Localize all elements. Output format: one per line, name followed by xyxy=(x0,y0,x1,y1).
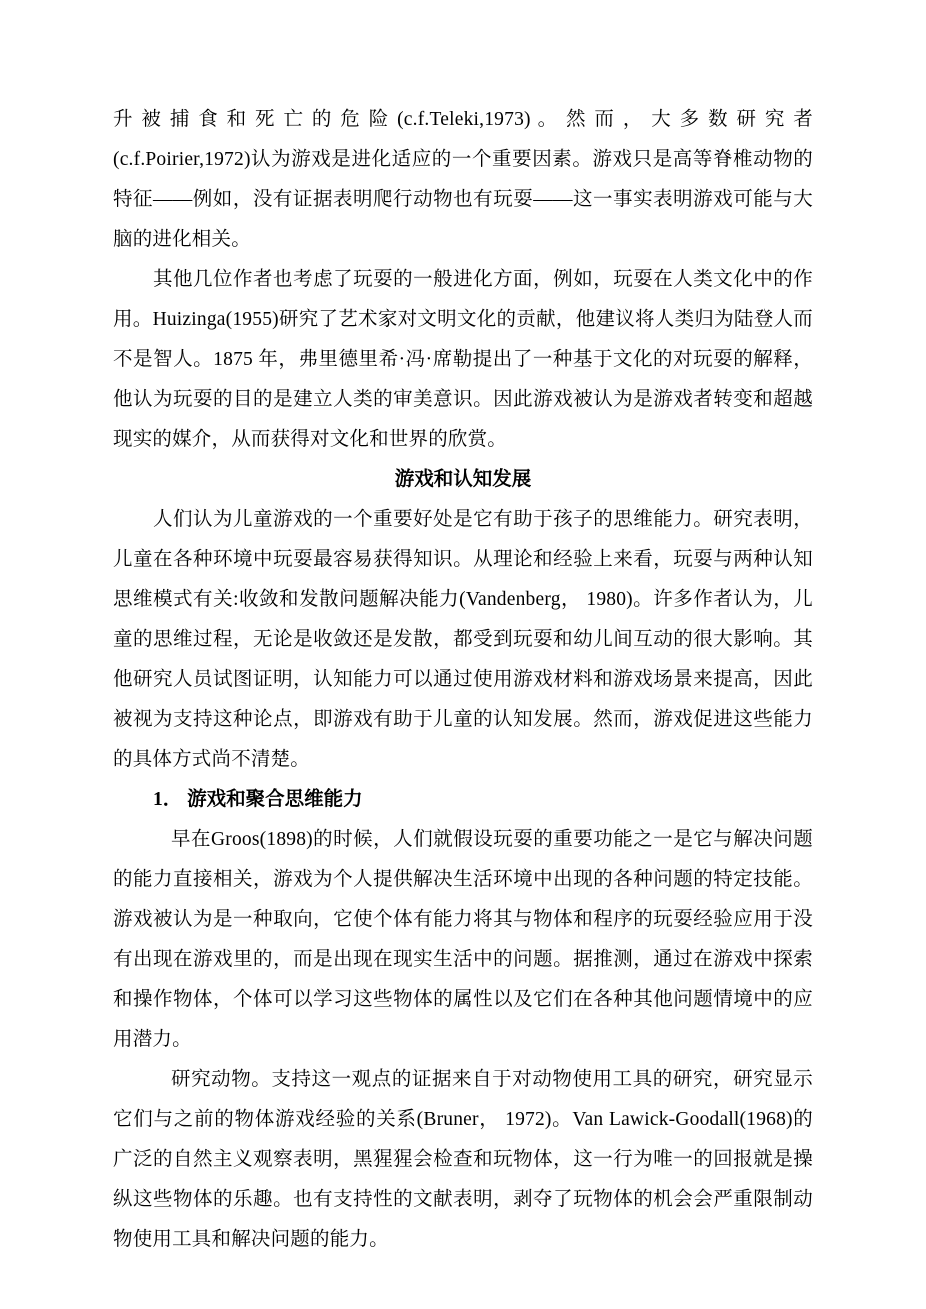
paragraph-5: 研究动物。支持这一观点的证据来自于对动物使用工具的研究，研究显示它们与之前的物体游戏经验的关系(Bruner， 1972)。Van Lawick-Goodall(1968)的广泛的自然主义观察表明，黑猩猩会检查和玩物体，这一行为唯一的回报就是操纵这些物体的乐趣。也有支持性的文献表明，剥夺了玩物体的机会会严重限制动物使用工具和解决问题的能力。 xyxy=(113,1069,813,1250)
paragraph-2: 其他几位作者也考虑了玩耍的一般进化方面，例如，玩耍在人类文化中的作用。Huizinga(1955)研究了艺术家对文明文化的贡献，他建议将人类归为陆登人而不是智人。1875 年，弗里德里希·冯·席勒提出了一种基于文化的对玩耍的解释，他认为玩耍的目的是建立人类的审美意识。因此游戏被认为是游戏者转变和超越现实的媒介，从而获得对文化和世界的欣赏。 xyxy=(113,269,813,450)
paragraph-4: 早在Groos(1898)的时候，人们就假设玩耍的重要功能之一是它与解决问题的能力直接相关，游戏为个人提供解决生活环境中出现的各种问题的特定技能。游戏被认为是一种取向，它使个体有能力将其与物体和程序的玩耍经验应用于没有出现在游戏里的，而是出现在现实生活中的问题。据推测，通过在游戏中探索和操作物体，个体可以学习这些物体的属性以及它们在各种其他问题情境中的应用潜力。 xyxy=(113,829,813,1050)
section-heading: 游戏和认知发展 xyxy=(394,469,532,490)
subsection-heading: 1． 游戏和聚合思维能力 xyxy=(153,789,363,810)
document-body xyxy=(113,100,813,1260)
paragraph-1: 升 被 捕 食 和 死 亡 的 危 险 (c.f.Teleki,1973) 。 然 而 ， 大 多 数 研 究 者 (c.f.Poirier,1972)认为游戏是进化适应的一个重要因素。游戏只是高等脊椎动物的特征——例如，没有证据表明爬行动物也有玩耍——这一事实表明游戏可能与大脑的进化相关。 xyxy=(113,109,813,250)
paragraph-3: 人们认为儿童游戏的一个重要好处是它有助于孩子的思维能力。研究表明，儿童在各种环境中玩耍最容易获得知识。从理论和经验上来看，玩耍与两种认知思维模式有关:收敛和发散问题解决能力(Vandenberg， 1980)。许多作者认为，儿童的思维过程，无论是收敛还是发散，都受到玩耍和幼儿间互动的很大影响。其他研究人员试图证明，认知能力可以通过使用游戏材料和游戏场景来提高，因此被视为支持这种论点，即游戏有助于儿童的认知发展。然而，游戏促进这些能力的具体方式尚不清楚。 xyxy=(113,509,813,770)
